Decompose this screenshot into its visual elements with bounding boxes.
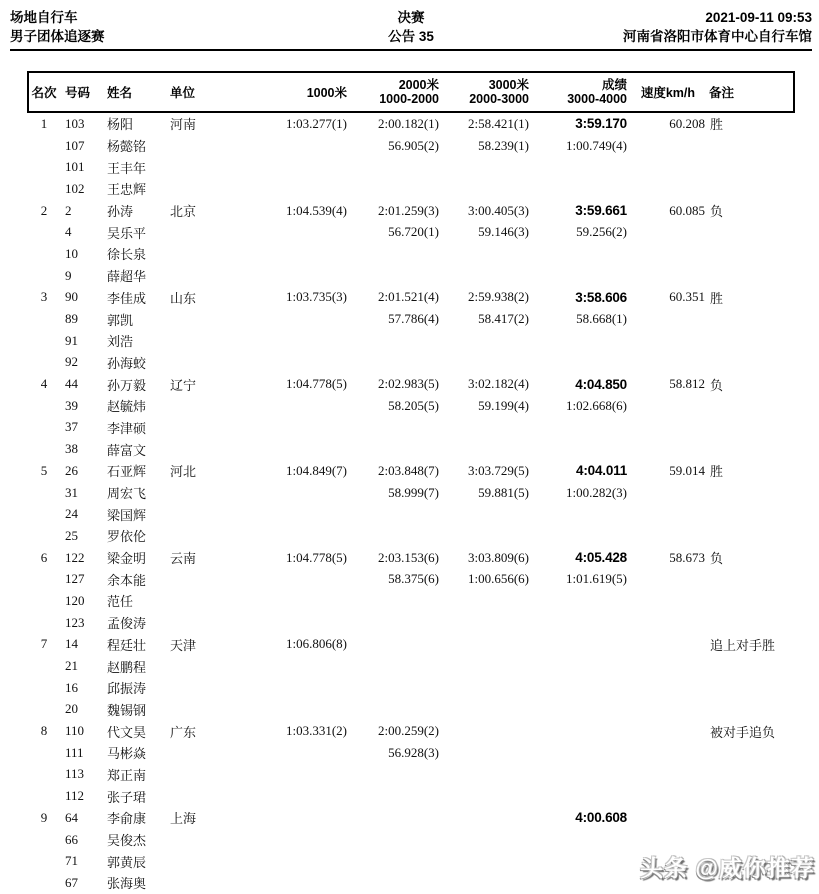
team-unit: 河南 (170, 117, 197, 133)
team-rider-row (29, 699, 793, 721)
rider-number: 31 (65, 484, 78, 500)
rider-number: 9 (65, 267, 72, 283)
rider-name: 张子珺 (107, 789, 147, 805)
rider-name: 孙涛 (107, 204, 134, 220)
final-time: 4:04.850 (575, 376, 627, 392)
time-2000m: 2:02.983(5) (377, 376, 439, 392)
rider-number: 14 (65, 636, 78, 652)
time-2000m: 2:01.521(4) (377, 289, 439, 305)
team-rank: 1 (40, 115, 48, 131)
split-3000-4000: 1:00.282(3) (565, 484, 627, 500)
rider-number: 38 (65, 441, 78, 457)
team-splits-row (29, 482, 793, 504)
team-rider-row (29, 590, 793, 612)
rider-number: 111 (65, 744, 84, 760)
split-3000-4000: 59.256(2) (576, 224, 627, 240)
final-time: 3:59.661 (575, 203, 627, 219)
split-3000-4000: 1:00.749(4) (565, 137, 627, 153)
rider-name: 孟俊涛 (107, 616, 147, 632)
col-unit: 单位 (170, 86, 196, 100)
rider-name: 王忠辉 (107, 182, 147, 198)
rider-number: 2 (65, 202, 72, 218)
rider-number: 113 (65, 766, 85, 782)
rider-number: 39 (65, 397, 78, 413)
rider-number: 127 (65, 571, 85, 587)
time-3000m: 3:02.182(4) (467, 376, 529, 392)
time-2000m: 2:00.259(2) (377, 723, 439, 739)
speed-value: 60.351 (669, 289, 705, 305)
rider-number: 66 (65, 831, 78, 847)
page-header-row-2 (10, 27, 812, 46)
datetime-label: 2021-09-11 09:53 (705, 10, 812, 25)
team-rider-row (29, 525, 793, 547)
team-rider-row (29, 503, 793, 525)
rider-name: 范任 (107, 594, 134, 610)
venue-label: 河南省洛阳市体育中心自行车馆 (622, 29, 812, 44)
team-result-block (29, 720, 793, 807)
team-rider-row (29, 764, 793, 786)
time-2000m: 2:03.848(7) (377, 462, 439, 478)
split-1000-2000: 58.375(6) (388, 571, 439, 587)
team-unit: 河北 (170, 464, 197, 480)
speed-value: 59.014 (669, 462, 705, 478)
rider-name: 马彬焱 (107, 746, 147, 762)
split-2000-3000: 1:00.656(6) (467, 571, 529, 587)
rider-number: 89 (65, 311, 78, 327)
team-splits-row (29, 655, 793, 677)
rider-number: 20 (65, 701, 78, 717)
rider-name: 李津硕 (107, 420, 147, 436)
remark-text: 胜 (710, 117, 724, 133)
time-1000m: 1:04.539(4) (285, 202, 347, 218)
rider-number: 24 (65, 506, 78, 522)
rider-name: 周宏飞 (107, 486, 147, 502)
team-rank: 8 (40, 723, 48, 739)
team-unit: 广东 (170, 724, 197, 740)
split-1000-2000: 58.999(7) (388, 484, 439, 500)
team-main-row (29, 200, 793, 222)
team-splits-row (29, 568, 793, 590)
team-rider-row (29, 438, 793, 460)
col-2000m-range: 1000-2000 (379, 92, 439, 106)
time-3000m: 2:58.421(1) (467, 115, 529, 131)
rider-number: 16 (65, 679, 78, 695)
time-1000m: 1:04.778(5) (285, 549, 347, 565)
rider-name: 吴乐平 (107, 225, 147, 241)
rider-number: 102 (65, 180, 85, 196)
col-2000m-title: 2000米 (398, 78, 439, 92)
team-main-row (29, 634, 793, 656)
rider-name: 郭黄辰 (107, 854, 147, 870)
team-rider-row (29, 785, 793, 807)
col-3000m (439, 78, 529, 106)
round-label: 决赛 (397, 10, 425, 25)
final-time: 3:59.170 (575, 116, 627, 132)
team-main-row (29, 460, 793, 482)
split-1000-2000: 56.905(2) (388, 137, 439, 153)
speed-value: 58.812 (669, 376, 705, 392)
split-2000-3000: 59.199(4) (478, 397, 529, 413)
rider-name: 王丰年 (107, 160, 147, 176)
time-1000m: 1:06.806(8) (285, 636, 347, 652)
col-name: 姓名 (107, 86, 133, 100)
speed-value: 60.085 (669, 202, 705, 218)
split-3000-4000: 1:02.668(6) (565, 397, 627, 413)
rider-name: 石亚辉 (107, 464, 147, 480)
rider-name: 李佳成 (107, 290, 147, 306)
team-result-block (29, 113, 793, 200)
split-1000-2000: 56.720(1) (388, 224, 439, 240)
team-rider-row (29, 612, 793, 634)
rider-number: 103 (65, 115, 85, 131)
time-1000m: 1:04.849(7) (285, 462, 347, 478)
final-time: 4:04.011 (576, 463, 627, 479)
col-3000m-range: 2000-3000 (469, 92, 529, 106)
team-unit: 山东 (170, 290, 197, 306)
rider-name: 程廷壮 (107, 637, 147, 653)
rider-number: 25 (65, 527, 78, 543)
split-1000-2000: 57.786(4) (388, 311, 439, 327)
rider-name: 张海奥 (107, 876, 147, 892)
results-table-header (27, 71, 795, 113)
remark-text: 负 (710, 204, 724, 220)
col-result-range: 3000-4000 (567, 92, 627, 106)
rider-name: 魏锡钢 (107, 702, 147, 718)
team-rider-row (29, 178, 793, 200)
rider-name: 杨懿铭 (107, 139, 147, 155)
rider-name: 郭凯 (107, 312, 134, 328)
team-splits-row (29, 221, 793, 243)
team-splits-row (29, 308, 793, 330)
split-3000-4000: 1:01.619(5) (565, 571, 627, 587)
rider-name: 罗依伦 (107, 529, 147, 545)
time-3000m: 3:03.729(5) (467, 462, 529, 478)
remark-text: 胜 (710, 290, 724, 306)
col-2000m (347, 78, 439, 106)
team-unit: 辽宁 (170, 377, 197, 393)
results-table-body (29, 113, 793, 894)
col-remark: 备注 (709, 86, 735, 100)
rider-number: 26 (65, 462, 78, 478)
header-divider (10, 49, 812, 51)
team-main-row (29, 373, 793, 395)
rider-number: 92 (65, 354, 78, 370)
split-3000-4000: 58.668(1) (576, 311, 627, 327)
rider-number: 107 (65, 137, 85, 153)
time-2000m: 2:00.182(1) (377, 115, 439, 131)
team-rank: 4 (40, 376, 48, 392)
speed-value: 58.673 (669, 549, 705, 565)
split-2000-3000: 58.417(2) (478, 311, 529, 327)
team-rank: 5 (40, 462, 48, 478)
remark-text: 负 (710, 377, 724, 393)
team-rider-row (29, 330, 793, 352)
rider-number: 4 (65, 224, 72, 240)
team-rider-row (29, 243, 793, 265)
team-main-row (29, 807, 793, 829)
final-time: 4:05.428 (575, 550, 627, 566)
team-main-row (29, 547, 793, 569)
rider-number: 64 (65, 809, 78, 825)
rider-name: 李俞康 (107, 811, 147, 827)
team-rider-row (29, 417, 793, 439)
rider-number: 122 (65, 549, 85, 565)
rider-number: 110 (65, 723, 85, 739)
remark-text: 胜 (710, 464, 724, 480)
rider-number: 120 (65, 592, 85, 608)
team-unit: 北京 (170, 204, 197, 220)
page-header-row-1 (10, 8, 812, 27)
rider-name: 孙海蛟 (107, 355, 147, 371)
rider-number: 10 (65, 245, 78, 261)
rider-name: 赵鹏程 (107, 659, 147, 675)
time-3000m: 2:59.938(2) (467, 289, 529, 305)
final-time: 4:00.608 (575, 810, 627, 826)
rider-name: 梁金明 (107, 551, 147, 567)
rider-name: 吴俊杰 (107, 833, 147, 849)
remark-text: 追上对手胜 (710, 637, 776, 653)
rider-number: 21 (65, 658, 78, 674)
team-result-block (29, 460, 793, 547)
team-rank: 2 (40, 202, 48, 218)
team-splits-row (29, 742, 793, 764)
team-main-row (29, 720, 793, 742)
rider-name: 徐长泉 (107, 247, 147, 263)
col-number: 号码 (65, 86, 91, 100)
rider-number: 71 (65, 853, 78, 869)
rider-number: 123 (65, 614, 85, 630)
team-result-block (29, 634, 793, 721)
team-unit: 云南 (170, 551, 197, 567)
team-rider-row (29, 265, 793, 287)
team-main-row (29, 113, 793, 135)
rider-number: 101 (65, 159, 85, 175)
team-rank: 6 (40, 549, 48, 565)
rider-name: 孙万毅 (107, 377, 147, 393)
rider-name: 赵毓炜 (107, 399, 147, 415)
toutiao-watermark: 头条 @威你推荐 (640, 855, 815, 881)
team-rider-row (29, 677, 793, 699)
col-result (529, 78, 627, 106)
bulletin-label: 公告 35 (388, 29, 434, 44)
team-result-block (29, 200, 793, 287)
split-2000-3000: 59.146(3) (478, 224, 529, 240)
rider-name: 杨阳 (107, 117, 134, 133)
time-1000m: 1:03.331(2) (285, 723, 347, 739)
team-rider-row (29, 156, 793, 178)
time-1000m: 1:04.778(5) (285, 376, 347, 392)
split-1000-2000: 58.205(5) (388, 397, 439, 413)
col-1000m: 1000米 (306, 86, 347, 100)
remark-text: 被对手追负 (710, 724, 776, 740)
rider-number: 37 (65, 419, 78, 435)
col-result-title: 成绩 (601, 78, 627, 92)
col-3000m-title: 3000米 (488, 78, 529, 92)
rider-number: 44 (65, 376, 78, 392)
time-1000m: 1:03.735(3) (285, 289, 347, 305)
team-rider-row (29, 352, 793, 374)
rider-number: 90 (65, 289, 78, 305)
time-2000m: 2:01.259(3) (377, 202, 439, 218)
team-rank: 7 (40, 636, 48, 652)
rider-name: 余本能 (107, 572, 147, 588)
event-title: 场地自行车 (10, 10, 78, 25)
rider-number: 112 (65, 788, 85, 804)
team-rank: 3 (40, 289, 48, 305)
col-rank: 名次 (31, 86, 57, 100)
rider-name: 梁国辉 (107, 507, 147, 523)
rider-name: 薛超华 (107, 269, 147, 285)
rider-name: 刘浩 (107, 334, 134, 350)
team-result-block (29, 373, 793, 460)
rider-name: 邱振涛 (107, 681, 147, 697)
team-main-row (29, 287, 793, 309)
time-1000m: 1:03.277(1) (285, 115, 347, 131)
rider-name: 郑正南 (107, 767, 147, 783)
team-result-block (29, 287, 793, 374)
split-2000-3000: 59.881(5) (478, 484, 529, 500)
rider-number: 91 (65, 332, 78, 348)
rider-number: 67 (65, 874, 78, 890)
time-3000m: 3:00.405(3) (467, 202, 529, 218)
team-rank: 9 (40, 809, 48, 825)
final-time: 3:58.606 (575, 289, 627, 305)
rider-name: 代文昊 (107, 724, 147, 740)
team-unit: 上海 (170, 811, 197, 827)
remark-text: 负 (710, 551, 724, 567)
race-title: 男子团体追逐赛 (10, 29, 105, 44)
team-splits-row (29, 135, 793, 157)
team-splits-row (29, 829, 793, 851)
rider-name: 薛富文 (107, 442, 147, 458)
team-splits-row (29, 395, 793, 417)
team-unit: 天津 (170, 637, 197, 653)
split-1000-2000: 56.928(3) (388, 744, 439, 760)
split-2000-3000: 58.239(1) (478, 137, 529, 153)
speed-value: 60.208 (669, 115, 705, 131)
time-3000m: 3:03.809(6) (467, 549, 529, 565)
time-2000m: 2:03.153(6) (377, 549, 439, 565)
col-speed: 速度km/h (640, 86, 695, 100)
team-result-block (29, 547, 793, 634)
